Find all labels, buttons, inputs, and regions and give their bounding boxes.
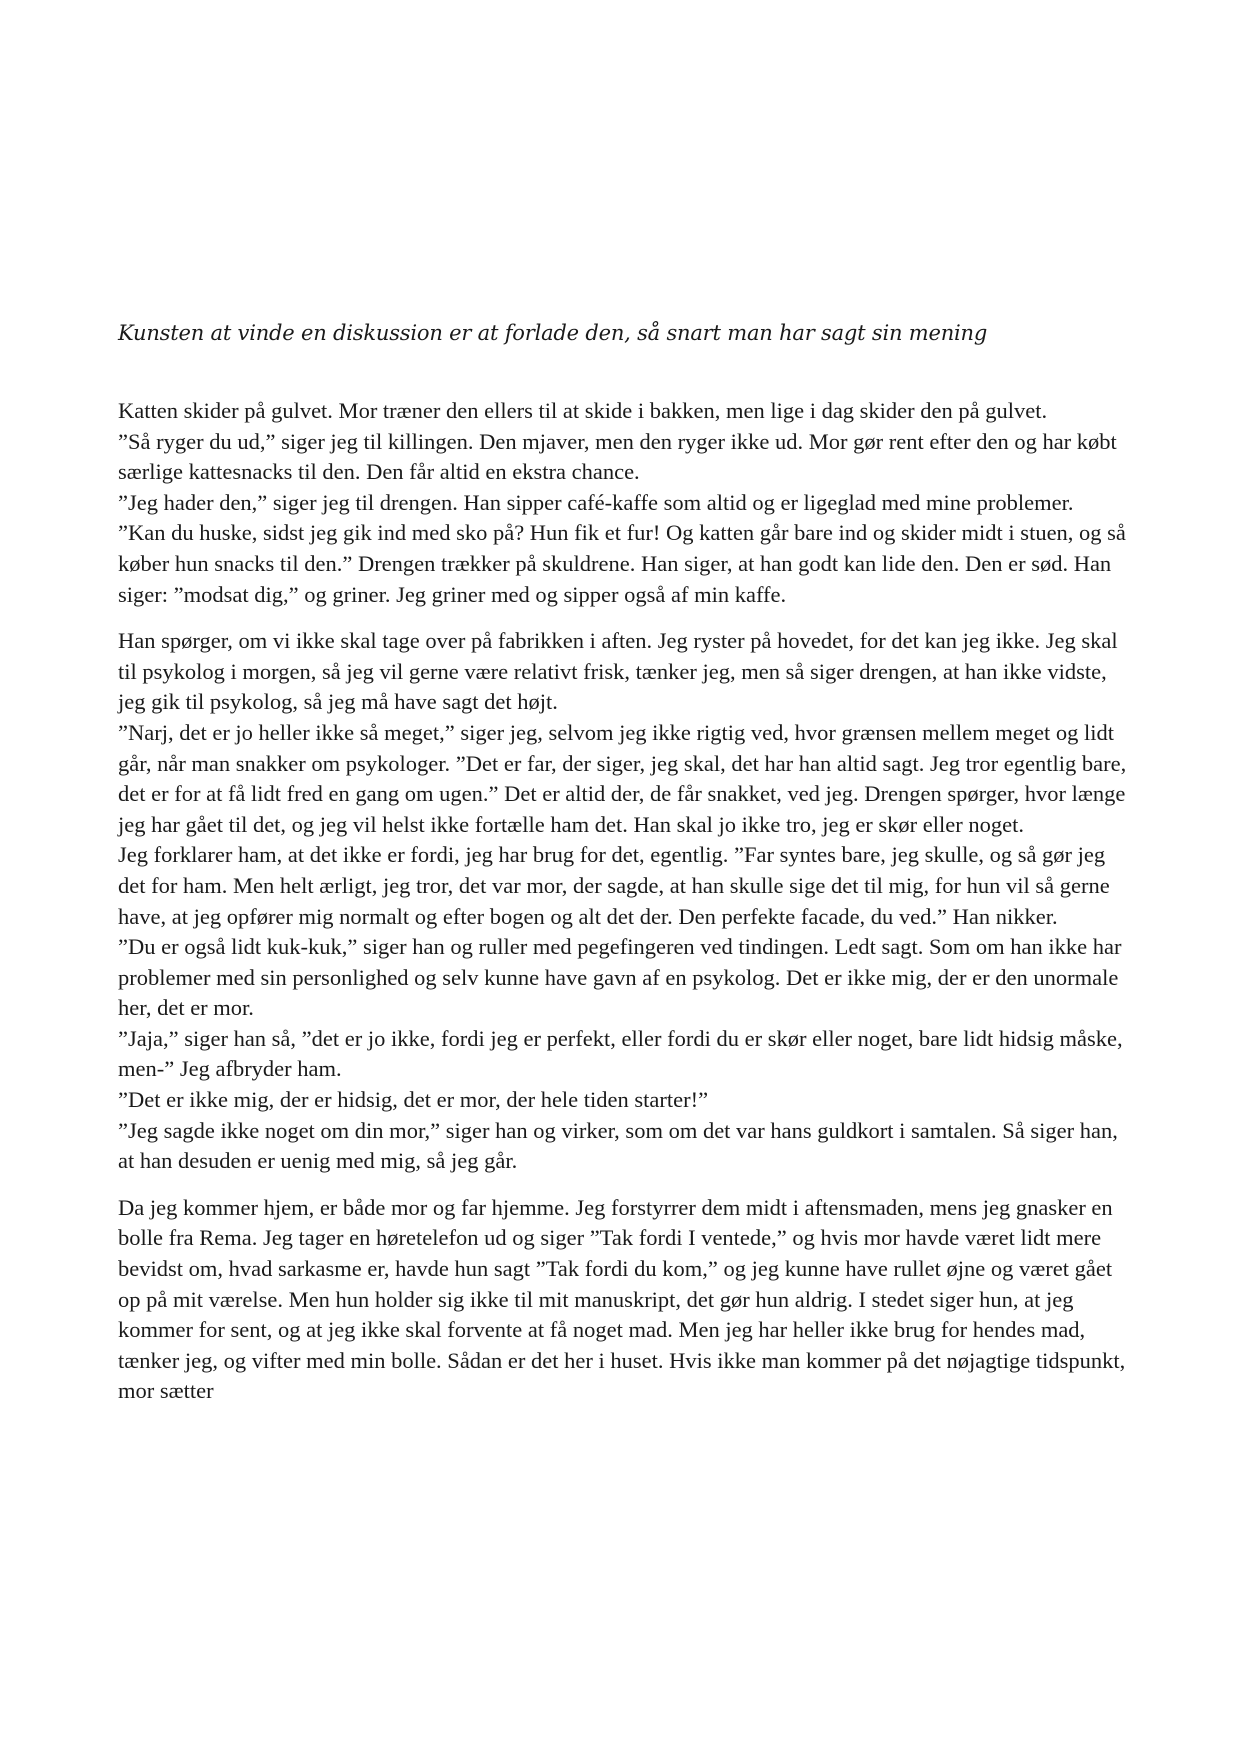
paragraph: Han spørger, om vi ikke skal tage over på fabrikken i aften. Jeg ryster på hovedet, for det kan jeg ikke. Jeg skal til psykolog i morgen, så jeg vil gerne være relativt frisk, tænker jeg, men så siger drengen, at han ikke vidste, jeg gik til psykolog, så jeg må have sagt det højt. xyxy=(118,628,1118,715)
paragraph: ”Jeg sagde ikke noget om din mor,” siger han og virker, som om det var hans guldkort i samtalen. Så siger han, at han desuden er uenig med mig, så jeg går. xyxy=(118,1117,1118,1174)
document-body xyxy=(118,396,1128,1407)
paragraph: ”Kan du huske, sidst jeg gik ind med sko på? Hun fik et fur! Og katten går bare ind og skider midt i stuen, og så køber hun snacks til den.” Drengen trækker på skuldrene. Han siger, at han godt kan lide den. Den er sød. Han siger: ”modsat dig,” og griner. Jeg griner med og sipper også af min kaffe. xyxy=(118,520,1126,607)
paragraph: ”Jeg hader den,” siger jeg til drengen. Han sipper café-kaffe som altid og er ligeglad med mine problemer. xyxy=(118,489,1074,515)
paragraph: Da jeg kommer hjem, er både mor og far hjemme. Jeg forstyrrer dem midt i aftensmaden, mens jeg gnasker en bolle fra Rema. Jeg tager en høretelefon ud og siger ”Tak fordi I ventede,” og hvis mor havde været lidt mere bevidst om, hvad sarkasme er, havde hun sagt ”Tak fordi du kom,” og jeg kunne have rullet øjne og været gået op på mit værelse. Men hun holder sig ikke til mit manuskript, det gør hun aldrig. I stedet siger hun, at jeg kommer for sent, og at jeg ikke skal forvente at få noget mad. Men jeg har heller ikke brug for hendes mad, tænker jeg, og vifter med min bolle. Sådan er det her i huset. Hvis ikke man kommer på det nøjagtige tidspunkt, mor sætter xyxy=(118,1194,1126,1404)
paragraph: ”Jaja,” siger han så, ”det er jo ikke, fordi jeg er perfekt, eller fordi du er skør eller noget, bare lidt hidsig måske, men-” Jeg afbryder ham. xyxy=(118,1025,1123,1082)
paragraph: ”Det er ikke mig, der er hidsig, det er mor, der hele tiden starter!” xyxy=(118,1087,709,1113)
paragraph: ”Narj, det er jo heller ikke så meget,” siger jeg, selvom jeg ikke rigtig ved, hvor grænsen mellem meget og lidt går, når man snakker om psykologer. ”Det er far, der siger, jeg skal, det har han altid sagt. Jeg tror egentlig bare, det er for at få lidt fred en gang om ugen.” Det er altid der, de får snakket, ved jeg. Drengen spørger, hvor længe jeg har gået til det, og jeg vil helst ikke fortælle ham det. Han skal jo ikke tro, jeg er skør eller noget. xyxy=(118,719,1127,837)
paragraph: Katten skider på gulvet. Mor træner den ellers til at skide i bakken, men lige i dag skider den på gulvet. xyxy=(118,398,1048,423)
paragraph: Jeg forklarer ham, at det ikke er fordi, jeg har brug for det, egentlig. ”Far syntes bare, jeg skulle, og så gør jeg det for ham. Men helt ærligt, jeg tror, det var mor, der sagde, at han skulle sige det til mig, for hun vil så gerne have, at jeg opfører mig normalt og efter bogen og alt det der. Den perfekte facade, du ved.” Han nikker. xyxy=(118,842,1110,929)
paragraph: ”Du er også lidt kuk-kuk,” siger han og ruller med pegefingeren ved tindingen. Ledt sagt. Som om han ikke har problemer med sin personlighed og selv kunne have gavn af en psykolog. Det er ikke mig, der er den unormale her, det er mor. xyxy=(118,934,1122,1021)
document-title: Kunsten at vinde en diskussion er at forlade den, så snart man har sagt sin mening xyxy=(118,321,988,345)
paragraph: ”Så ryger du ud,” siger jeg til killingen. Den mjaver, men den ryger ikke ud. Mor gør rent efter den og har købt særlige kattesnacks til den. Den får altid en ekstra chance. xyxy=(118,428,1117,485)
